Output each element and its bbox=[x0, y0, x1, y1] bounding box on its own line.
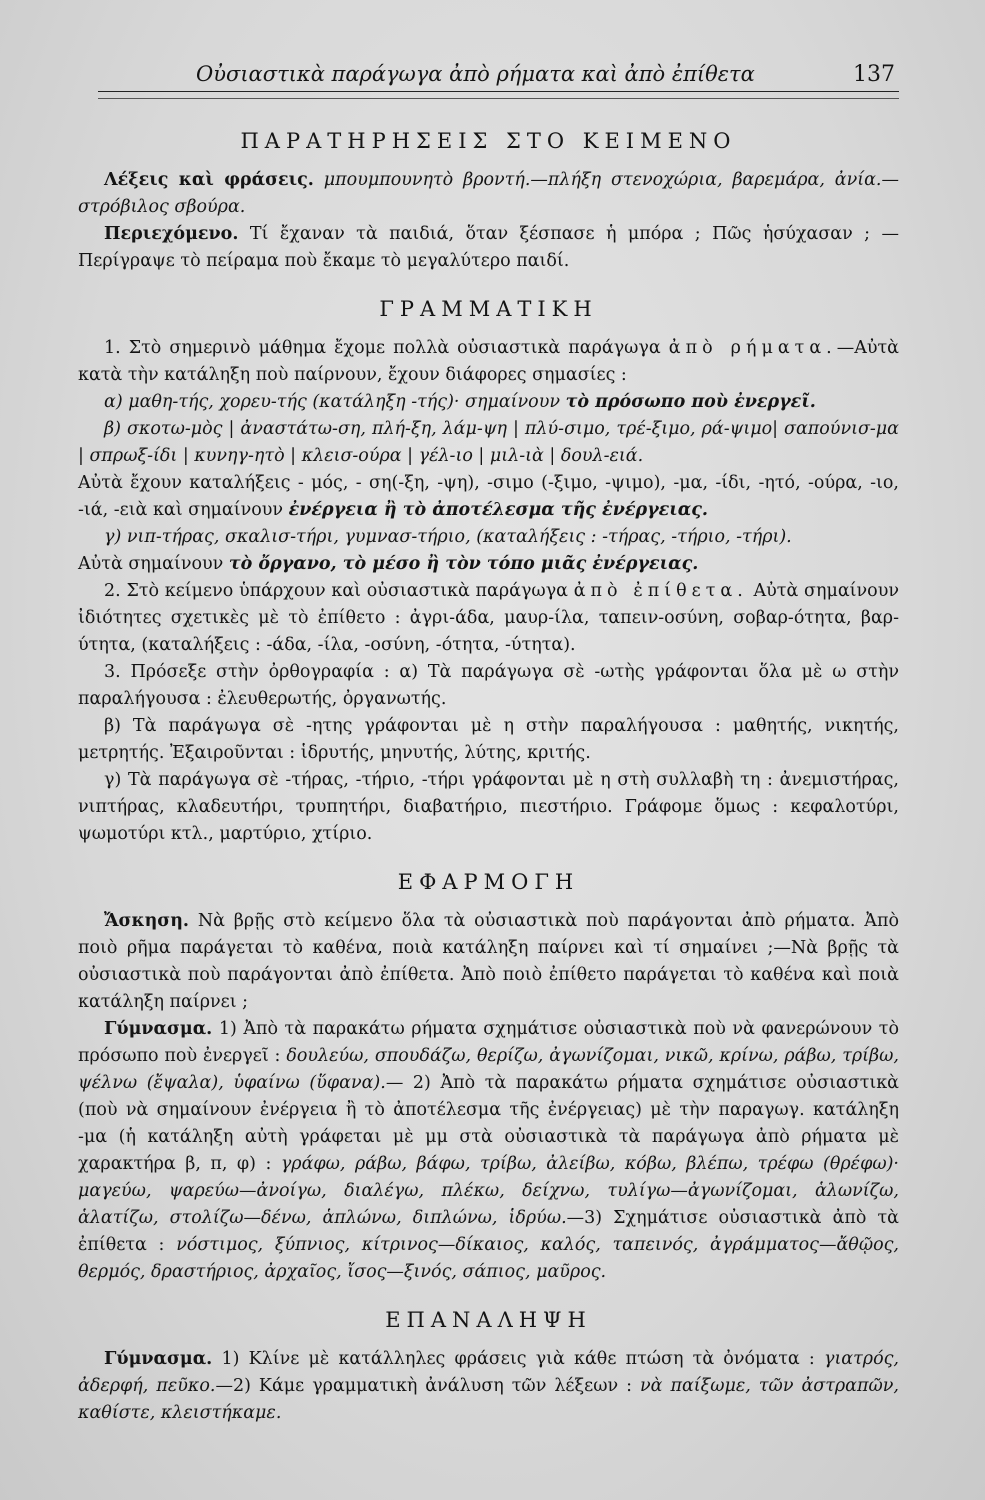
application-title: ΕΦΑΡΜΟΓΗ bbox=[397, 870, 580, 894]
p1-spaced: ἀπὸ ρήματα. bbox=[668, 338, 837, 358]
review-text2: —2) Κάμε γραμματικὴ ἀνάλυση τῶν λέξεων : bbox=[215, 1376, 632, 1396]
grammar-p3a: 3. Πρόσεξε στὴν ὀρθογραφία : α) Τὰ παράγωγα σὲ -ωτὴς γράφονται ὅλα μὲ ω στὴν παραλήγουσα : ἐλευθερωτής, ὀργανωτής. bbox=[78, 662, 899, 709]
gym-verbs1: δουλεύω, σπουδάζω, θερίζω, ἀγωνίζομαι, νικῶ, κρίνω, ράβω, τρίβω, ψέλνω (ἔψαλα), ὑφαίνω (ὕφανα). bbox=[78, 1046, 899, 1093]
grammar-c bbox=[78, 524, 899, 551]
c-meaning-lead: Αὐτὰ σημαίνουν bbox=[78, 554, 224, 574]
review-gym-label: Γύμνασμα. bbox=[104, 1349, 213, 1369]
gym-part3: —3) Σχημάτισε οὐσιαστικὰ ἀπὸ τὰ ἐπίθετα : bbox=[78, 1208, 899, 1255]
grammar-c-meaning bbox=[78, 551, 899, 578]
gym-paragraph bbox=[78, 1016, 899, 1286]
content-text: Τί ἔχαναν τὰ παιδιά, ὅταν ξέσπασε ἡ μπόρα ; Πῶς ἡσύχασαν ; — Περίγραψε τὸ πείραμα ποὺ ἔκαμε τὸ μεγαλύτερο παιδί. bbox=[78, 224, 899, 271]
p2-lead: 2. Στὸ κείμενο ὑπάρχουν καὶ οὐσιαστικὰ παράγωγα bbox=[104, 581, 568, 601]
grammar-p3c: γ) Τὰ παράγωγα σὲ -τήρας, -τήριο, -τήρι γράφονται μὲ η στὴ συλλαβὴ τη : ἀνεμιστήρας, νιπτήρας, κλαδευτήρι, τρυπητήρι, διαβατήριο, πιεστήριο. Γράφομε ὅμως : κεφαλοτύρι, ψωμοτύρι κτλ., μαρτύριο, χτίριο. bbox=[78, 770, 899, 844]
content-label: Περιεχόμενο. bbox=[104, 224, 239, 244]
gym-part2: — 2) Ἀπὸ τὰ παρακάτω ρήματα σχημάτισε οὐσιαστικὰ (ποὺ νὰ σημαίνουν ἐνέργεια ἢ τὸ ἀποτέλεσμα τῆς ἐνέργειας) μὲ τὴν παραγωγ. κατάληξη -μα (ἡ κατάληξη αὐτὴ γράφεται μὲ μμ στὰ οὐσιαστικὰ τὰ παράγωγα ἀπὸ ρήματα μὲ χαρακτήρα β, π, φ) : bbox=[78, 1073, 899, 1174]
a-bold: τὸ πρόσωπο ποὺ ἐνεργεῖ. bbox=[565, 392, 816, 412]
review-text1: 1) Κλίνε μὲ κατάλληλες φράσεις γιὰ κάθε πτώση τὰ ὀνόματα : bbox=[221, 1349, 815, 1369]
grammar-title: ΓΡΑΜΜΑΤΙΚΗ bbox=[379, 297, 598, 321]
running-title: Οὐσιαστικὰ παράγωγα ἀπὸ ρήματα καὶ ἀπὸ ἐπίθετα bbox=[196, 62, 755, 86]
running-head bbox=[78, 62, 899, 87]
gym-verbs2: γράφω, ράβω, βάφω, τρίβω, ἀλείβω, κόβω, βλέπω, τρέφω (θρέφω)· μαγεύω, ψαρεύω—ἀνοίγω, διαλέγω, πλέκω, δείχνω, τυλίγω—ἀγωνίζομαι, ἁλωνίζω, ἁλατίζω, στολίζω—δένω, ἁπλώνω, διπλώνω, ἱδρύω. bbox=[78, 1154, 899, 1228]
words-label: Λέξεις καὶ φράσεις. bbox=[104, 170, 314, 190]
grammar-b-endings bbox=[78, 470, 899, 524]
grammar-b bbox=[78, 416, 899, 470]
c-meaning: τὸ ὄργανο, τὸ μέσο ἢ τὸν τόπο μιᾶς ἐνέργειας. bbox=[228, 554, 699, 574]
review-nouns: γιατρός, ἀδερφή, πεῦκο. bbox=[78, 1349, 899, 1396]
review-title: ΕΠΑΝΑΛΗΨΗ bbox=[385, 1308, 592, 1332]
p1-lead: 1. Στὸ σημερινὸ μάθημα ἔχομε πολλὰ οὐσιαστικὰ παράγωγα bbox=[104, 338, 661, 358]
a-text: α) μαθη-τής, χορευ-τής (κατάληξη -τής)· σημαίνουν bbox=[104, 392, 560, 412]
b-examples: β) σκοτω-μὸς | ἀναστάτω-ση, πλή-ξη, λάμ-ψη | πλύ-σιμο, τρέ-ξιμο, ρά-ψιμο| σαπούνισ-μα | σπρωξ-ίδι | κυνηγ-ητὸ | κλεισ-ούρα | γέλ-ιο | μιλ-ιὰ | δουλ-ειά. bbox=[78, 419, 899, 466]
p2-rest: Αὐτὰ σημαίνουν ἰδιότητες σχετικὲς μὲ τὸ ἐπίθετο : ἀγρι-άδα, μαυρ-ίλα, ταπειν-οσύνη, σοβαρ-ότητα, βαρ-ύτητα, (καταλήξεις : -άδα, -ίλα, -οσύνη, -ότητα, -ύτητα). bbox=[78, 581, 899, 655]
content-paragraph bbox=[78, 221, 899, 275]
grammar-p2 bbox=[78, 578, 899, 659]
header-rule bbox=[98, 91, 899, 99]
exercise-label: Ἄσκηση. bbox=[104, 911, 190, 931]
gym-label: Γύμνασμα. bbox=[104, 1019, 213, 1039]
p1-rest: —Αὐτὰ κατὰ τὴν κατάληξη ποὺ παίρνουν, ἔχουν διάφορες σημασίες : bbox=[78, 338, 899, 385]
b-endings: Αὐτὰ ἔχουν καταλήξεις - μός, - ση(-ξη, -ψη), -σιμο (-ξιμο, -ψιμο), -μα, -ίδι, -ητό, -ούρα, -ιο, -ιά, -ειὰ καὶ σημαίνουν bbox=[78, 473, 899, 520]
observations-title: ΠΑΡΑΤΗΡΗΣΕΙΣ ΣΤΟ ΚΕΙΜΕΝΟ bbox=[240, 129, 737, 153]
grammar-p1 bbox=[78, 335, 899, 389]
review-words: νὰ παίξωμε, τῶν ἀστραπῶν, καθίστε, κλειστήκαμε. bbox=[78, 1376, 899, 1423]
c-examples: γ) νιπ-τήρας, σκαλισ-τήρι, γυμνασ-τήριο, (καταλήξεις : -τήρας, -τήριο, -τήρι). bbox=[104, 527, 792, 547]
exercise-text: Νὰ βρῇς στὸ κείμενο ὅλα τὰ οὐσιαστικὰ ποὺ παράγονται ἀπὸ ρήματα. Ἀπὸ ποιὸ ρῆμα παράγεται τὸ καθένα, ποιὰ κατάληξη παίρνει καὶ τί σημαίνει ;—Νὰ βρῇς τὰ οὐσιαστικὰ ποὺ παράγονται ἀπὸ ἐπίθετα. Ἀπὸ ποιὸ ἐπίθετο παράγεται τὸ καθένα καὶ ποιὰ κατάληξη παίρνει ; bbox=[78, 911, 899, 1012]
words-text: μπουμπουνητὸ βροντή.—πλήξη στενοχώρια, βαρεμάρα, ἀνία.—στρόβιλος σβούρα. bbox=[78, 170, 899, 217]
exercise-paragraph bbox=[78, 908, 899, 1016]
grammar-a bbox=[78, 389, 899, 416]
grammar-p3b: β) Τὰ παράγωγα σὲ -ητης γράφονται μὲ η στὴν παραλήγουσα : μαθητής, νικητής, μετρητής. Ἐξαιροῦνται : ἱδρυτής, μηνυτής, λύτης, κριτής. bbox=[78, 716, 899, 763]
words-paragraph bbox=[78, 167, 899, 221]
b-meaning: ἐνέργεια ἢ τὸ ἀποτέλεσμα τῆς ἐνέργειας. bbox=[288, 500, 708, 520]
review-paragraph bbox=[78, 1346, 899, 1427]
page-number: 137 bbox=[853, 62, 895, 87]
p2-spaced: ἀπὸ ἐπίθετα. bbox=[573, 581, 748, 601]
gym-adjectives: νόστιμος, ξύπνιος, κίτρινος—δίκαιος, καλός, ταπεινός, ἀγράμματος—ἄθῷος, θερμός, δραστήριος, ἀρχαῖος, ἴσος—ξινός, σάπιος, μαῦρος. bbox=[78, 1235, 899, 1282]
gym-part1: 1) Ἀπὸ τὰ παρακάτω ρήματα σχημάτισε οὐσιαστικὰ ποὺ νὰ φανερώνουν τὸ πρόσωπο ποὺ ἐνεργεῖ : bbox=[78, 1019, 899, 1066]
